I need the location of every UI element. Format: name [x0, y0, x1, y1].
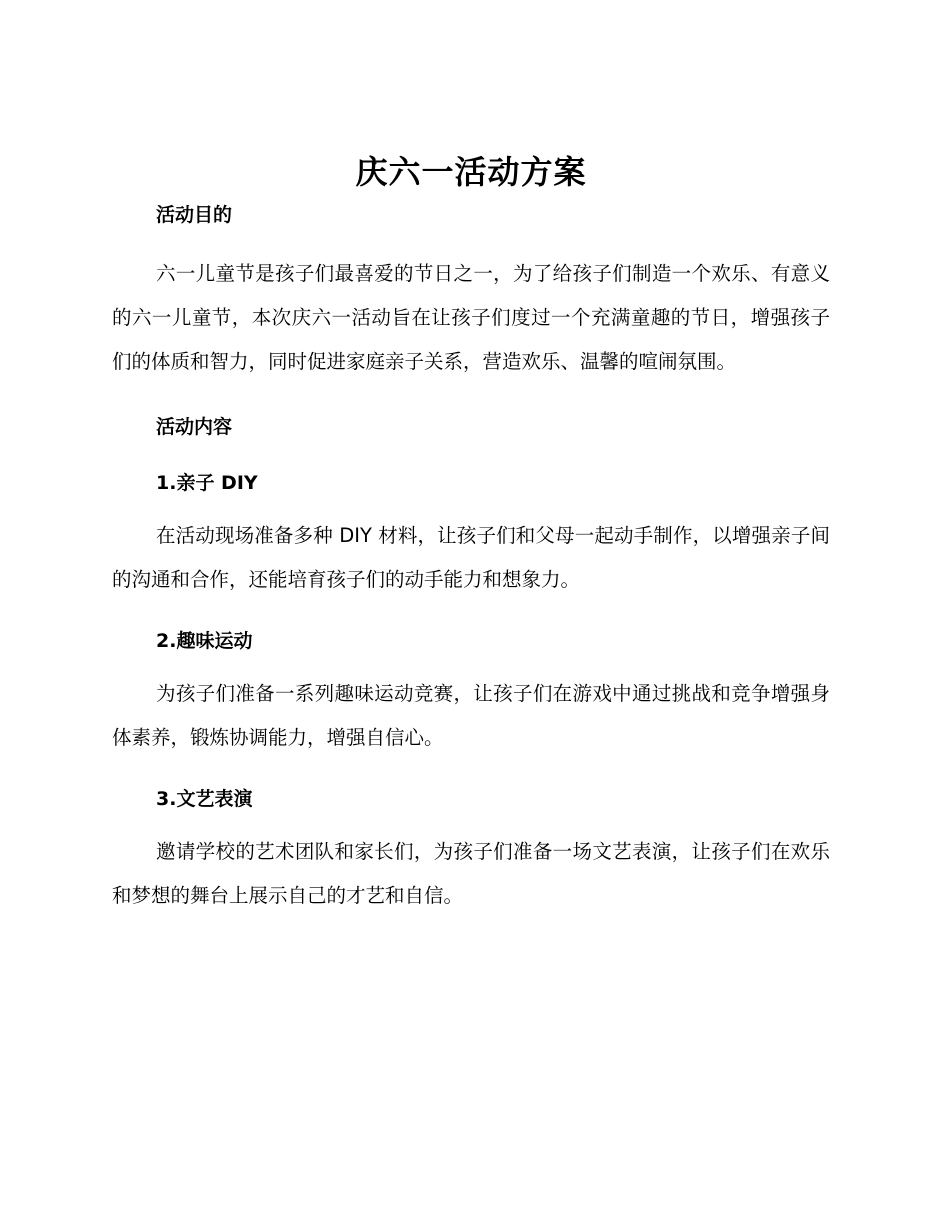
paragraph-parent-child-diy: 在活动现场准备多种 DIY 材料，让孩子们和父母一起动手制作，以增强亲子间的沟通和合作，还能培育孩子们的动手能力和想象力。	[112, 524, 830, 591]
paragraph-purpose: 六一儿童节是孩子们最喜爱的节日之一，为了给孩子们制造一个欢乐、有意义的六一儿童节，本次庆六一活动旨在让孩子们度过一个充满童趣的节日，增强孩子们的体质和智力，同时促进家庭亲子关系，营造欢乐、温馨的喧闹氛围。	[112, 262, 830, 373]
subheading-fun-sports: 2.趣味运动	[156, 630, 253, 652]
paragraph-art-performance: 邀请学校的艺术团队和家长们，为孩子们准备一场文艺表演，让孩子们在欢乐和梦想的舞台上展示自己的才艺和自信。	[112, 840, 830, 907]
subheading-art-performance: 3.文艺表演	[156, 788, 253, 810]
subheading-parent-child-diy: 1.亲子 DIY	[156, 472, 258, 494]
section-heading-purpose: 活动目的	[156, 204, 233, 226]
document-title: 庆六一活动方案	[355, 153, 587, 191]
section-heading-content: 活动内容	[156, 416, 233, 438]
paragraph-fun-sports: 为孩子们准备一系列趣味运动竞赛，让孩子们在游戏中通过挑战和竞争增强身体素养，锻炼协调能力，增强自信心。	[112, 682, 830, 749]
